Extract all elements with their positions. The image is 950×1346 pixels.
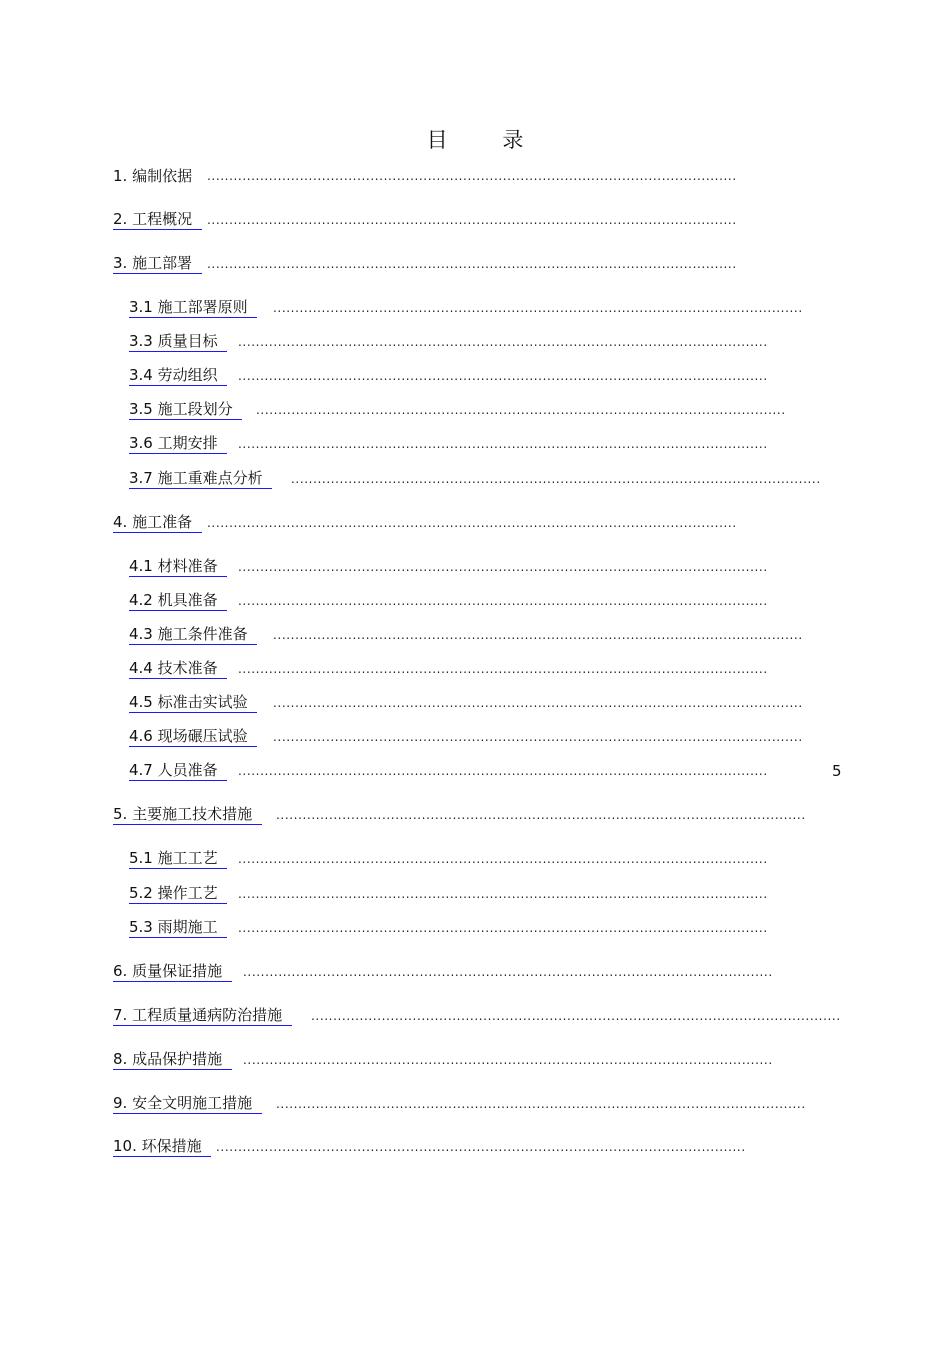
toc-entry-link[interactable] bbox=[129, 399, 242, 420]
toc-leader-dots: ........................................................................................................................ bbox=[216, 1140, 746, 1154]
toc-entry-number: 3. bbox=[113, 254, 128, 272]
toc-entry-number: 3.3 bbox=[129, 332, 153, 350]
toc-entry-link[interactable] bbox=[129, 365, 227, 386]
toc-entry-title: 施工工艺 bbox=[157, 849, 218, 867]
toc-entry-link[interactable] bbox=[129, 556, 227, 577]
toc-leader-dots: ........................................................................................................................ bbox=[243, 965, 773, 979]
toc-entry-number: 5. bbox=[113, 805, 128, 823]
toc-entry-number: 5.1 bbox=[129, 849, 153, 867]
toc-entry[interactable] bbox=[113, 165, 873, 187]
toc-entry-link[interactable] bbox=[129, 658, 227, 679]
toc-entry[interactable] bbox=[113, 1049, 873, 1071]
toc-entry-number: 4.4 bbox=[129, 659, 153, 677]
toc-leader-dots: ........................................................................................................................ bbox=[273, 301, 803, 315]
toc-entry-number: 4.3 bbox=[129, 625, 153, 643]
toc-entry-number: 4.5 bbox=[129, 693, 153, 711]
toc-entry[interactable] bbox=[129, 331, 889, 353]
toc-entry[interactable] bbox=[129, 658, 889, 680]
toc-entry-number: 3.6 bbox=[129, 434, 153, 452]
toc-entry-link[interactable] bbox=[129, 917, 227, 938]
toc-entry[interactable] bbox=[129, 590, 889, 612]
toc-entry-title: 雨期施工 bbox=[157, 918, 218, 936]
toc-entry[interactable] bbox=[129, 692, 889, 714]
toc-entry-number: 10. bbox=[113, 1137, 137, 1155]
toc-page-number: 5 bbox=[832, 762, 842, 780]
toc-entry[interactable] bbox=[113, 1093, 873, 1115]
toc-leader-dots: ........................................................................................................................ bbox=[276, 1097, 806, 1111]
toc-leader-dots: ........................................................................................................................ bbox=[273, 730, 803, 744]
toc-entry-title: 机具准备 bbox=[157, 591, 218, 609]
toc-entry[interactable] bbox=[129, 883, 889, 905]
toc-entry[interactable] bbox=[129, 848, 889, 870]
toc-leader-dots: ........................................................................................................................ bbox=[273, 628, 803, 642]
toc-entry-link[interactable] bbox=[129, 590, 227, 611]
toc-entry[interactable] bbox=[129, 556, 889, 578]
toc-entry-title: 质量目标 bbox=[157, 332, 218, 350]
toc-entry[interactable] bbox=[113, 1136, 873, 1158]
toc-entry-title: 材料准备 bbox=[157, 557, 218, 575]
toc-entry-number: 7. bbox=[113, 1006, 128, 1024]
toc-entry-title: 质量保证措施 bbox=[132, 962, 223, 980]
toc-entry-link[interactable] bbox=[113, 512, 202, 533]
toc-entry-link[interactable] bbox=[129, 468, 272, 489]
toc-entry[interactable] bbox=[113, 209, 873, 231]
toc-leader-dots: ........................................................................................................................ bbox=[276, 808, 806, 822]
toc-entry-number: 4.1 bbox=[129, 557, 153, 575]
toc-entry-number: 8. bbox=[113, 1050, 128, 1068]
toc-entry-number: 2. bbox=[113, 210, 128, 228]
toc-entry-link[interactable] bbox=[113, 1005, 292, 1026]
toc-entry-number: 4. bbox=[113, 513, 128, 531]
toc-entry-title: 成品保护措施 bbox=[132, 1050, 223, 1068]
toc-leader-dots: ........................................................................................................................ bbox=[243, 1053, 773, 1067]
toc-leader-dots: ........................................................................................................................ bbox=[207, 516, 737, 530]
toc-entry-link[interactable] bbox=[113, 804, 262, 825]
toc-leader-dots: ........................................................................................................................ bbox=[291, 472, 821, 486]
toc-entry-number: 4.2 bbox=[129, 591, 153, 609]
toc-entry-title: 施工段划分 bbox=[157, 400, 233, 418]
toc-entry-title: 工程概况 bbox=[132, 210, 193, 228]
toc-leader-dots: ........................................................................................................................ bbox=[238, 764, 768, 778]
toc-entry[interactable] bbox=[129, 917, 889, 939]
toc-leader-dots: ........................................................................................................................ bbox=[207, 257, 737, 271]
toc-entry-number: 3.4 bbox=[129, 366, 153, 384]
toc-entry[interactable] bbox=[113, 804, 873, 826]
toc-entry-number: 6. bbox=[113, 962, 128, 980]
toc-entry-title: 安全文明施工措施 bbox=[132, 1094, 253, 1112]
toc-entry-link[interactable] bbox=[113, 1049, 232, 1070]
toc-entry-title: 施工重难点分析 bbox=[157, 469, 263, 487]
toc-leader-dots: ........................................................................................................................ bbox=[238, 560, 768, 574]
toc-entry-link[interactable] bbox=[129, 331, 227, 352]
toc-leader-dots: ........................................................................................................................ bbox=[273, 696, 803, 710]
toc-entry-number: 5.2 bbox=[129, 884, 153, 902]
toc-entry-title: 操作工艺 bbox=[157, 884, 218, 902]
toc-leader-dots: ........................................................................................................................ bbox=[256, 403, 786, 417]
toc-entry-link[interactable] bbox=[129, 760, 227, 781]
toc-entry-title: 主要施工技术措施 bbox=[132, 805, 253, 823]
toc-entry[interactable] bbox=[129, 365, 889, 387]
toc-entry[interactable] bbox=[129, 468, 889, 490]
toc-entry-link[interactable] bbox=[129, 433, 227, 454]
toc-leader-dots: ........................................................................................................................ bbox=[238, 437, 768, 451]
toc-entry-title: 人员准备 bbox=[157, 761, 218, 779]
toc-entry-title: 施工部署原则 bbox=[157, 298, 248, 316]
toc-leader-dots: ........................................................................................................................ bbox=[207, 169, 737, 183]
toc-entry[interactable] bbox=[129, 399, 889, 421]
toc-leader-dots: ........................................................................................................................ bbox=[238, 594, 768, 608]
toc-entry-title: 环保措施 bbox=[141, 1137, 202, 1155]
toc-leader-dots: ........................................................................................................................ bbox=[238, 852, 768, 866]
toc-leader-dots: ........................................................................................................................ bbox=[238, 921, 768, 935]
toc-entry-number: 1. bbox=[113, 167, 128, 185]
toc-entry-title: 工期安排 bbox=[157, 434, 218, 452]
toc-entry-link[interactable] bbox=[113, 1093, 262, 1114]
toc-entry-link[interactable] bbox=[129, 624, 257, 645]
page-title: 目 录 bbox=[426, 128, 548, 152]
toc-entry[interactable] bbox=[129, 726, 889, 748]
toc-entry-number: 3.5 bbox=[129, 400, 153, 418]
toc-entry[interactable] bbox=[113, 961, 873, 983]
toc-leader-dots: ........................................................................................................................ bbox=[238, 662, 768, 676]
toc-entry-number: 5.3 bbox=[129, 918, 153, 936]
toc-entry-link[interactable] bbox=[129, 297, 257, 318]
toc-entry-title: 工程质量通病防治措施 bbox=[132, 1006, 283, 1024]
toc-entry[interactable] bbox=[129, 297, 889, 319]
toc-entry-link[interactable] bbox=[129, 848, 227, 869]
toc-entry-link[interactable] bbox=[129, 726, 257, 747]
toc-leader-dots: ........................................................................................................................ bbox=[238, 335, 768, 349]
toc-entry[interactable] bbox=[129, 624, 889, 646]
toc-entry-link[interactable] bbox=[129, 883, 227, 904]
toc-entry[interactable] bbox=[113, 253, 873, 275]
toc-entry-title: 标准击实试验 bbox=[157, 693, 248, 711]
toc-leader-dots: ........................................................................................................................ bbox=[207, 213, 737, 227]
toc-entry-title: 施工部署 bbox=[132, 254, 193, 272]
toc-entry-link[interactable] bbox=[113, 209, 202, 230]
toc-entry[interactable] bbox=[113, 512, 873, 534]
toc-entry-title: 施工条件准备 bbox=[157, 625, 248, 643]
toc-entry-link[interactable] bbox=[113, 1136, 211, 1157]
toc-entry-title: 劳动组织 bbox=[157, 366, 218, 384]
toc-entry-link[interactable] bbox=[113, 165, 192, 187]
toc-entry-link[interactable] bbox=[129, 692, 257, 713]
toc-entry-number: 3.1 bbox=[129, 298, 153, 316]
toc-entry-title: 施工准备 bbox=[132, 513, 193, 531]
toc-entry-number: 9. bbox=[113, 1094, 128, 1112]
toc-leader-dots: ........................................................................................................................ bbox=[311, 1009, 841, 1023]
toc-leader-dots: ........................................................................................................................ bbox=[238, 887, 768, 901]
toc-entry-title: 技术准备 bbox=[157, 659, 218, 677]
toc-entry-link[interactable] bbox=[113, 253, 202, 274]
toc-leader-dots: ........................................................................................................................ bbox=[238, 369, 768, 383]
toc-entry-title: 现场碾压试验 bbox=[157, 727, 248, 745]
toc-entry-number: 4.7 bbox=[129, 761, 153, 779]
toc-entry-number: 4.6 bbox=[129, 727, 153, 745]
toc-entry[interactable] bbox=[129, 760, 889, 782]
toc-entry[interactable] bbox=[113, 1005, 873, 1027]
toc-entry-title: 编制依据 bbox=[132, 167, 193, 185]
toc-entry-link[interactable] bbox=[113, 961, 232, 982]
toc-entry[interactable] bbox=[129, 433, 889, 455]
toc-entry-number: 3.7 bbox=[129, 469, 153, 487]
